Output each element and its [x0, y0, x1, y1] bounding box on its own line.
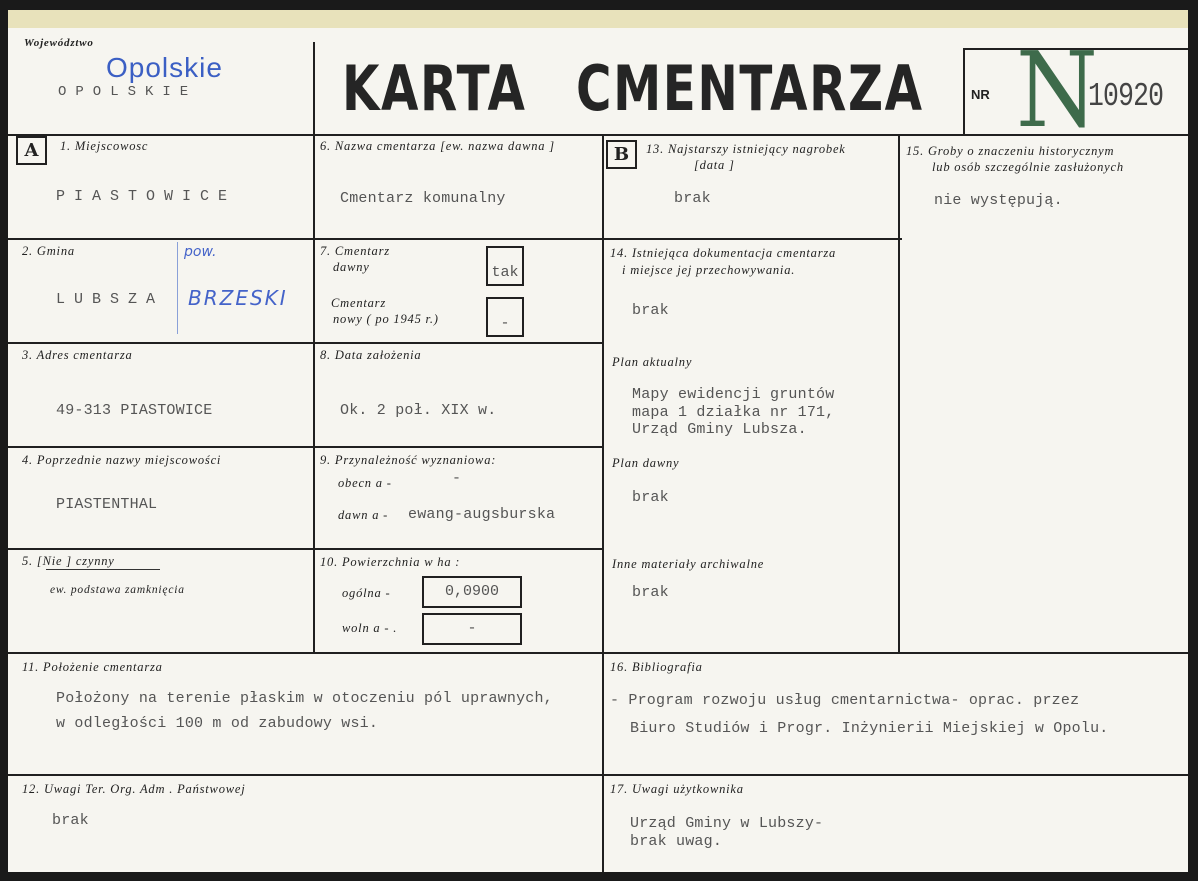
divider — [8, 774, 1188, 776]
field-2-value: LUBSZA — [56, 291, 165, 308]
field-7-label-new-date: nowy ( po 1945 r.) — [333, 312, 439, 326]
plan-old-value: brak — [632, 489, 669, 506]
field-14-label-place: i miejsce jej przechowywania. — [622, 263, 796, 277]
voivodeship-label: Województwo — [24, 37, 94, 49]
field-8-value: Ok. 2 poł. XIX w. — [340, 402, 497, 419]
field-11-line-1: Położony na terenie płaskim w otoczeniu pól uprawnych, — [56, 690, 553, 707]
free-area-box: - — [422, 613, 522, 645]
field-9-current-value: - — [452, 470, 462, 487]
field-2-label: 2. Gmina — [22, 244, 75, 258]
divider — [8, 446, 604, 448]
archives-value: brak — [632, 584, 669, 601]
field-16-label: 16. Bibliografia — [610, 660, 703, 674]
field-11-label: 11. Położenie cmentarza — [22, 660, 163, 674]
field-14-value: brak — [632, 302, 669, 319]
field-11-line-2: w odległości 100 m od zabudowy wsi. — [56, 715, 379, 732]
field-5-label: 5. [Nie ] czynny — [22, 554, 115, 568]
field-15-value: nie występują. — [934, 192, 1063, 209]
field-10-total-label: ogólna - — [342, 586, 391, 600]
field-3-value: 49-313 PIASTOWICE — [56, 402, 213, 419]
field-8-label: 8. Data założenia — [320, 348, 422, 362]
archives-label: Inne materiały archiwalne — [612, 557, 765, 571]
divider — [8, 548, 604, 550]
field-16-line-1: - Program rozwoju usług cmentarnictwa- oprac. przez — [610, 692, 1080, 709]
section-a-marker: A — [16, 136, 47, 165]
plan-current-label: Plan aktualny — [612, 355, 693, 369]
powiat-value: BRZESKI — [188, 286, 288, 310]
field-6-label: 6. Nazwa cmentarza [ew. nazwa dawna ] — [320, 139, 555, 153]
field-6-value: Cmentarz komunalny — [340, 190, 506, 207]
field-9-current-label: obecn a - — [338, 476, 392, 490]
divider — [313, 42, 315, 652]
divider — [963, 48, 965, 134]
field-1-label: 1. Miejscowosc — [60, 139, 149, 153]
nr-letter: N — [1016, 29, 1098, 151]
old-cemetery-box: tak — [486, 246, 524, 286]
field-7-label-new: Cmentarz — [331, 296, 387, 310]
card-title: KARTA CMENTARZA — [342, 52, 924, 125]
field-14-label: 14. Istniejąca dokumentacja cmentarza — [610, 246, 837, 260]
field-13-label: 13. Najstarszy istniejący nagrobek — [646, 142, 846, 156]
field-9-label: 9. Przynależność wyznaniowa: — [320, 453, 497, 467]
plan-current-line-1: Mapy ewidencji gruntów — [632, 386, 835, 403]
field-7-label: 7. Cmentarz — [320, 244, 390, 258]
voivodeship-value: OPOLSKIE — [58, 84, 198, 100]
field-3-label: 3. Adres cmentarza — [22, 348, 133, 362]
divider — [602, 134, 604, 872]
cemetery-record-card — [8, 10, 1188, 872]
field-12-value: brak — [52, 812, 89, 829]
new-cemetery-box: - — [486, 297, 524, 337]
field-4-label: 4. Poprzednie nazwy miejscowości — [22, 453, 222, 467]
divider — [898, 134, 900, 652]
nr-number: 10920 — [1088, 78, 1164, 115]
divider — [8, 134, 1188, 136]
field-9-former-value: ewang-augsburska — [408, 506, 556, 523]
field-13-label-date: [data ] — [694, 158, 735, 172]
field-17-label: 17. Uwagi użytkownika — [610, 782, 744, 796]
nr-label: NR — [971, 87, 990, 102]
field-4-value: PIASTENTHAL — [56, 496, 158, 513]
divider — [8, 342, 604, 344]
plan-current-line-2: mapa 1 działka nr 171, — [632, 404, 835, 421]
field-5-sublabel: ew. podstawa zamknięcia — [50, 584, 185, 596]
powiat-divider — [177, 242, 178, 334]
plan-current-line-3: Urząd Gminy Lubsza. — [632, 421, 807, 438]
powiat-note: pow. — [184, 244, 217, 260]
field-17-line-1: Urząd Gminy w Lubszy- — [630, 815, 824, 832]
field-17-line-2: brak uwag. — [630, 833, 723, 850]
field-10-label: 10. Powierzchnia w ha : — [320, 555, 461, 569]
field-15-label: 15. Groby o znaczeniu historycznym — [906, 144, 1115, 158]
field-15-label-persons: lub osób szczególnie zasłużonych — [932, 160, 1124, 174]
field-12-label: 12. Uwagi Ter. Org. Adm . Państwowej — [22, 782, 246, 796]
divider — [8, 652, 1188, 654]
underline — [46, 569, 160, 570]
field-13-value: brak — [674, 190, 711, 207]
card-top-edge — [8, 10, 1188, 28]
field-16-line-2: Biuro Studiów i Progr. Inżynierii Miejskiej w Opolu. — [630, 720, 1109, 737]
total-area-box: 0,0900 — [422, 576, 522, 608]
field-9-former-label: dawn a - — [338, 508, 389, 522]
field-1-value: PIASTOWICE — [56, 188, 237, 205]
plan-old-label: Plan dawny — [612, 456, 680, 470]
voivodeship-stamp: Opolskie — [106, 52, 223, 83]
divider — [8, 238, 902, 240]
field-7-label-old: dawny — [333, 260, 370, 274]
section-b-marker: B — [606, 140, 637, 169]
field-10-free-label: woln a - . — [342, 621, 398, 635]
